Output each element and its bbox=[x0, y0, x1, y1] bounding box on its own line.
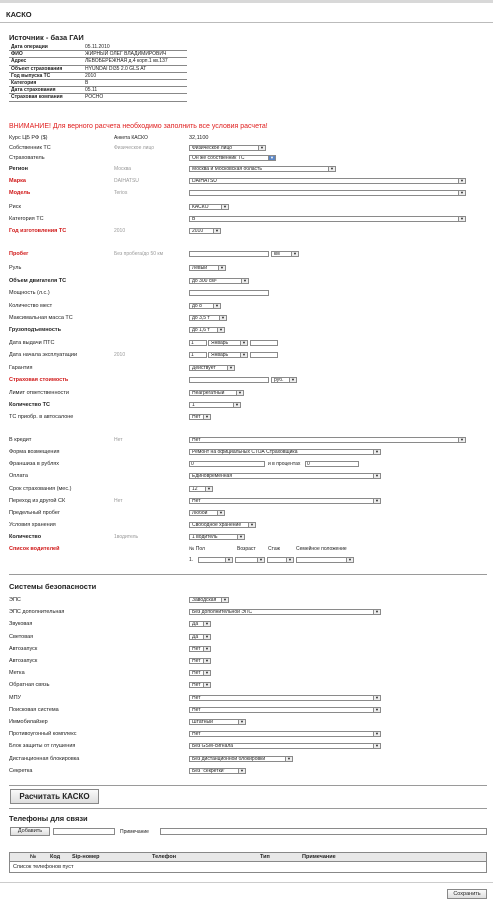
security-label: Обратная связь bbox=[9, 682, 50, 689]
chevron-down-icon: ▼ bbox=[289, 378, 296, 382]
capacity-label: Грузоподъемность bbox=[9, 327, 61, 333]
chevron-down-icon: ▼ bbox=[373, 450, 380, 454]
security-select[interactable] bbox=[189, 621, 211, 627]
chevron-down-icon: ▼ bbox=[257, 558, 264, 562]
term-select[interactable] bbox=[189, 486, 213, 492]
chevron-down-icon: ▼ bbox=[238, 720, 245, 724]
source-table bbox=[9, 44, 187, 102]
chevron-down-icon: ▼ bbox=[203, 647, 210, 651]
drivers-col-experience: Стаж bbox=[268, 546, 280, 552]
security-value: Да bbox=[192, 633, 199, 640]
max-mass-value: до 3,5 т bbox=[192, 315, 210, 321]
owner-select[interactable] bbox=[189, 145, 266, 151]
engine-select[interactable] bbox=[189, 278, 249, 284]
liability-value: Неагрегатный bbox=[192, 390, 225, 396]
security-value: Нет bbox=[192, 731, 201, 738]
category-label: Категория ТС bbox=[9, 216, 44, 222]
chevron-down-icon: ▼ bbox=[458, 179, 465, 183]
col-note: Примечание bbox=[302, 854, 336, 860]
chevron-down-icon: ▼ bbox=[241, 279, 248, 283]
note-label: Примечание bbox=[120, 829, 149, 835]
transfer-label: Переход из другой СК bbox=[9, 498, 66, 504]
col-phone: Телефон bbox=[152, 854, 177, 860]
col-code: Код bbox=[50, 854, 61, 860]
region-value: Москва и Московская область bbox=[192, 166, 262, 172]
source-row bbox=[9, 44, 187, 51]
source-key: Категория bbox=[9, 80, 83, 87]
chevron-down-icon: ▼ bbox=[203, 659, 210, 663]
chevron-down-icon: ▼ bbox=[373, 696, 380, 700]
engine-label: Объем двигателя ТС bbox=[9, 278, 67, 284]
chevron-down-icon: ▼ bbox=[217, 511, 224, 515]
transfer-value: Нет bbox=[192, 498, 201, 504]
drivers-col-no-sex: № Пол bbox=[189, 546, 205, 552]
payment-label: Оплата bbox=[9, 473, 28, 479]
credit-label: В кредит bbox=[9, 437, 32, 443]
security-value: Без "секретки" bbox=[192, 767, 226, 774]
security-select[interactable] bbox=[189, 646, 211, 652]
ins-value-input[interactable] bbox=[189, 377, 269, 383]
source-value: HYUNDAI DI35 2.0 GLS AT bbox=[83, 65, 187, 72]
security-value: Без GSM-сигнала bbox=[192, 743, 234, 750]
term-label: Срок страхования (мес.) bbox=[9, 486, 72, 492]
drivers-count-value: 1 водитель bbox=[192, 534, 218, 540]
source-row bbox=[9, 72, 187, 79]
power-input[interactable] bbox=[189, 290, 269, 296]
risk-value: КАСКО bbox=[192, 204, 209, 210]
payment-value: Единовременная bbox=[192, 473, 233, 479]
security-value: Без дополнительной ЭПС bbox=[192, 609, 253, 616]
security-value: Нет bbox=[192, 670, 201, 677]
category-value: В bbox=[192, 216, 196, 222]
security-label: Метка bbox=[9, 670, 25, 677]
pts-month-select[interactable] bbox=[208, 340, 248, 346]
model-hint: Terios bbox=[114, 190, 128, 196]
chevron-down-icon: ▼ bbox=[286, 558, 293, 562]
credit-hint: Нет bbox=[114, 437, 123, 443]
security-label: ЭПС дополнительная bbox=[9, 609, 65, 616]
source-row bbox=[9, 51, 187, 58]
warranty-value: Действует bbox=[192, 365, 216, 371]
source-key: Год выпуска ТС bbox=[9, 72, 83, 79]
driver-age-select[interactable] bbox=[235, 557, 265, 563]
count-value: 1 bbox=[192, 402, 195, 408]
chevron-down-icon: ▼ bbox=[373, 610, 380, 614]
payment-select[interactable] bbox=[189, 473, 381, 479]
security-label: Автозапуск bbox=[9, 658, 38, 664]
chevron-down-icon: ▼ bbox=[203, 671, 210, 675]
security-value: Нет bbox=[192, 694, 201, 701]
max-mass-select[interactable] bbox=[189, 315, 227, 321]
start-year-input[interactable] bbox=[250, 352, 278, 358]
security-select[interactable] bbox=[189, 719, 246, 725]
brand-label: Марка bbox=[9, 178, 26, 184]
wheel-label: Руль bbox=[9, 265, 22, 271]
driver-row-number: 1. bbox=[189, 557, 194, 563]
driver-experience-select[interactable] bbox=[267, 557, 294, 563]
security-select[interactable] bbox=[189, 609, 381, 615]
chevron-down-icon: ▼ bbox=[328, 167, 335, 171]
chevron-down-icon: ▼ bbox=[233, 403, 240, 407]
source-key: Дата страхования bbox=[9, 87, 83, 94]
security-select[interactable] bbox=[189, 731, 381, 737]
limit-mileage-select[interactable] bbox=[189, 510, 225, 516]
driver-family-select[interactable] bbox=[296, 557, 354, 563]
chevron-down-icon: ▼ bbox=[221, 205, 228, 209]
source-value: В bbox=[83, 80, 187, 87]
seats-label: Количество мест bbox=[9, 303, 53, 309]
chevron-down-icon: ▼ bbox=[240, 353, 247, 357]
security-label: Блок защиты от глушения bbox=[9, 743, 76, 750]
security-select[interactable] bbox=[189, 695, 381, 701]
source-value: 05.11 bbox=[83, 87, 187, 94]
source-key: Объект страхования bbox=[9, 65, 83, 72]
chevron-down-icon: ▼ bbox=[218, 266, 225, 270]
capacity-value: до 1,6 т bbox=[192, 327, 210, 333]
count-select[interactable] bbox=[189, 402, 241, 408]
chevron-down-icon: ▼ bbox=[268, 156, 275, 160]
pts-year-input[interactable] bbox=[250, 340, 278, 346]
region-label: Регион bbox=[9, 166, 28, 172]
category-select[interactable] bbox=[189, 216, 466, 222]
security-value: Да bbox=[192, 621, 199, 628]
chevron-down-icon: ▼ bbox=[258, 146, 265, 150]
chevron-down-icon: ▼ bbox=[458, 217, 465, 221]
divider bbox=[9, 785, 487, 786]
security-select[interactable] bbox=[189, 682, 211, 688]
chevron-down-icon: ▼ bbox=[240, 341, 247, 345]
liability-label: Лимит ответственности bbox=[9, 390, 69, 396]
security-value: Нет bbox=[192, 645, 201, 652]
start-date-hint: 2010 bbox=[114, 352, 126, 358]
chevron-down-icon: ▼ bbox=[285, 757, 292, 761]
security-value: Штатный bbox=[192, 719, 213, 725]
insurer-select[interactable] bbox=[189, 155, 276, 161]
model-select[interactable] bbox=[189, 190, 466, 196]
power-label: Мощность (л.с.) bbox=[9, 290, 50, 296]
security-label: Поисковая система bbox=[9, 706, 59, 713]
security-label: Звуковая bbox=[9, 621, 33, 628]
liability-select[interactable] bbox=[189, 390, 244, 396]
pts-day-input[interactable]: 1 bbox=[189, 340, 207, 346]
security-select[interactable] bbox=[189, 634, 211, 640]
brand-select[interactable] bbox=[189, 178, 466, 184]
drivers-list-label: Список водителей bbox=[9, 546, 60, 552]
security-label: МПУ bbox=[9, 694, 22, 701]
mileage-hint: Без пробега/до 50 км bbox=[114, 251, 164, 257]
chevron-down-icon: ▼ bbox=[458, 438, 465, 442]
col-type: Тип bbox=[260, 854, 270, 860]
source-value: РОСНО bbox=[83, 94, 187, 101]
chevron-down-icon: ▼ bbox=[221, 598, 228, 602]
security-label: Световая bbox=[9, 633, 34, 640]
warning-message: ВНИМАНИЕ! Для верного расчета необходимо заполнить все условия расчета! bbox=[9, 123, 268, 130]
col-no: № bbox=[30, 854, 37, 860]
compensation-select[interactable] bbox=[189, 449, 381, 455]
security-select[interactable] bbox=[189, 597, 229, 603]
start-month-select[interactable] bbox=[208, 352, 248, 358]
ins-value-label: Страховая стоимость bbox=[9, 377, 69, 383]
divider bbox=[0, 882, 493, 883]
security-select[interactable] bbox=[189, 768, 246, 774]
franchise-label: Франшиза в рублях bbox=[9, 461, 60, 467]
chevron-down-icon: ▼ bbox=[291, 252, 298, 256]
chevron-down-icon: ▼ bbox=[237, 535, 244, 539]
compensation-label: Форма возмещения bbox=[9, 449, 60, 455]
franchise-pct-label: и в процентах bbox=[268, 461, 301, 467]
franchise-input[interactable]: 0 bbox=[189, 461, 265, 467]
mileage-unit-select[interactable] bbox=[271, 251, 299, 257]
model-label: Модель bbox=[9, 190, 31, 196]
drivers-count-select[interactable] bbox=[189, 534, 245, 540]
security-label: Автозапуск bbox=[9, 645, 38, 652]
chevron-down-icon: ▼ bbox=[227, 366, 234, 370]
compensation-value: Ремонт на официальных СТОА Страховщика bbox=[192, 449, 298, 455]
col-sip: Sip-номер bbox=[72, 854, 100, 860]
insurer-value: Он же собственник ТС bbox=[192, 155, 245, 161]
chevron-down-icon: ▼ bbox=[219, 316, 226, 320]
security-value: Нет bbox=[192, 682, 201, 689]
capacity-select[interactable] bbox=[189, 327, 225, 333]
source-row bbox=[9, 65, 187, 72]
seats-select[interactable] bbox=[189, 303, 221, 309]
brand-hint: DAIHATSU bbox=[114, 178, 139, 184]
storage-value: Свободное хранение bbox=[192, 522, 242, 528]
chevron-down-icon: ▼ bbox=[373, 732, 380, 736]
region-hint: Москва bbox=[114, 166, 132, 172]
owner-hint: Физическое лицо bbox=[114, 145, 155, 151]
security-value: Нет bbox=[192, 706, 201, 713]
region-select[interactable] bbox=[189, 166, 336, 172]
brand-value: DAIHATSU bbox=[192, 178, 217, 184]
security-label: Дистанционная блокировка bbox=[9, 755, 80, 762]
risk-label: Риск bbox=[9, 204, 21, 210]
security-select[interactable] bbox=[189, 756, 293, 762]
storage-label: Условия хранения bbox=[9, 522, 56, 528]
drivers-count-label: Количество bbox=[9, 534, 42, 540]
warranty-label: Гарантия bbox=[9, 365, 33, 371]
chevron-down-icon: ▼ bbox=[213, 229, 220, 233]
save-button[interactable]: Сохранить bbox=[447, 889, 487, 899]
seats-value: до 8 bbox=[192, 303, 202, 309]
transfer-hint: Нет bbox=[114, 498, 123, 504]
year-select[interactable] bbox=[189, 228, 221, 234]
security-title: Системы безопасности bbox=[9, 582, 97, 591]
source-value: ЖИРНЫЙ ОЛЕГ ВЛАДИМИРОВИЧ bbox=[83, 51, 187, 58]
mileage-label: Пробег bbox=[9, 251, 29, 257]
calculate-button[interactable]: Расчитать КАСКО bbox=[10, 789, 99, 804]
salon-label: ТС приобр. в автосалоне bbox=[9, 414, 74, 420]
credit-value: Нет bbox=[192, 437, 201, 443]
security-label: Иммобилайзер bbox=[9, 719, 48, 725]
limit-mileage-value: Любой bbox=[192, 510, 208, 516]
chevron-down-icon: ▼ bbox=[203, 635, 210, 639]
salon-value: Нет bbox=[192, 414, 201, 420]
security-value: Без дистанционной блокировки bbox=[192, 755, 266, 762]
chevron-down-icon: ▼ bbox=[203, 683, 210, 687]
chevron-down-icon: ▼ bbox=[213, 304, 220, 308]
phones-table-body bbox=[9, 862, 487, 873]
chevron-down-icon: ▼ bbox=[373, 708, 380, 712]
kurs-hint: Анкета КАСКО bbox=[114, 135, 148, 141]
source-row bbox=[9, 80, 187, 87]
drivers-col-family: Семейное положение bbox=[296, 546, 347, 552]
drivers-col-age: Возраст bbox=[237, 546, 256, 552]
security-label: ЭПС bbox=[9, 597, 21, 603]
pts-month-value: Январь bbox=[211, 340, 229, 346]
owner-value: Физическое лицо bbox=[192, 145, 233, 151]
limit-mileage-label: Предельный пробег bbox=[9, 510, 60, 516]
mileage-input[interactable] bbox=[189, 251, 269, 257]
wheel-select[interactable] bbox=[189, 265, 226, 271]
kurs-label: Курс ЦБ РФ ($) bbox=[9, 135, 48, 141]
warranty-select[interactable] bbox=[189, 365, 235, 371]
chevron-down-icon: ▼ bbox=[217, 328, 224, 332]
term-value: 12 bbox=[192, 486, 198, 492]
chevron-down-icon: ▼ bbox=[236, 391, 243, 395]
security-value: Заводская bbox=[192, 597, 217, 603]
chevron-down-icon: ▼ bbox=[205, 487, 212, 491]
chevron-down-icon: ▼ bbox=[225, 558, 232, 562]
year-value: 2010 bbox=[192, 228, 204, 234]
storage-select[interactable] bbox=[189, 522, 256, 528]
header-divider bbox=[0, 22, 493, 23]
franchise-pct-input[interactable]: 0 bbox=[305, 461, 359, 467]
driver-sex-select[interactable] bbox=[198, 557, 233, 563]
security-select[interactable] bbox=[189, 658, 211, 664]
empty-list-message: Список телефонов пуст bbox=[13, 864, 74, 870]
source-title: Источник - база ГАИ bbox=[9, 33, 84, 42]
year-hint: 2010 bbox=[114, 228, 126, 234]
chevron-down-icon: ▼ bbox=[373, 474, 380, 478]
security-select[interactable] bbox=[189, 743, 381, 749]
chevron-down-icon: ▼ bbox=[346, 558, 353, 562]
risk-select[interactable] bbox=[189, 204, 229, 210]
source-row bbox=[9, 94, 187, 101]
security-select[interactable] bbox=[189, 707, 381, 713]
divider bbox=[9, 574, 487, 575]
source-value: 2010 bbox=[83, 72, 187, 79]
security-label: Секретка bbox=[9, 767, 33, 774]
phones-title: Телефоны для связи bbox=[9, 814, 88, 823]
source-row bbox=[9, 58, 187, 65]
max-mass-label: Максимальная масса ТС bbox=[9, 315, 73, 321]
year-label: Год изготовления ТС bbox=[9, 228, 67, 234]
insurer-label: Страхователь bbox=[9, 155, 45, 161]
source-key: Дата операции bbox=[9, 44, 83, 51]
salon-select[interactable] bbox=[189, 414, 211, 420]
add-phone-button[interactable]: Добавить bbox=[10, 827, 50, 836]
start-day-input[interactable]: 1 bbox=[189, 352, 207, 358]
wheel-value: Левый bbox=[192, 265, 208, 271]
engine-value: до 300 см³ bbox=[192, 278, 217, 284]
start-date-label: Дата начала эксплуатации bbox=[9, 352, 78, 358]
divider bbox=[9, 808, 487, 809]
currency-value: руб. bbox=[274, 377, 284, 383]
chevron-down-icon: ▼ bbox=[203, 415, 210, 419]
count-label: Количество ТС bbox=[9, 402, 50, 408]
phone-input[interactable] bbox=[53, 828, 115, 835]
source-key: Страховая компания bbox=[9, 94, 83, 101]
security-select[interactable] bbox=[189, 670, 211, 676]
chevron-down-icon: ▼ bbox=[458, 191, 465, 195]
source-key: Адрес bbox=[9, 58, 83, 65]
note-input[interactable] bbox=[160, 828, 487, 835]
chevron-down-icon: ▼ bbox=[238, 769, 245, 773]
start-month-value: Январь bbox=[211, 352, 229, 358]
source-value: ЛЕВОБЕРЕЖНАЯ д.4 корп.1 кв.137 bbox=[83, 58, 187, 65]
owner-label: Собственник ТС bbox=[9, 145, 51, 151]
currency-select[interactable] bbox=[271, 377, 297, 383]
source-row bbox=[9, 87, 187, 94]
phones-table-header bbox=[9, 852, 487, 862]
chevron-down-icon: ▼ bbox=[203, 622, 210, 626]
chevron-down-icon: ▼ bbox=[248, 523, 255, 527]
transfer-select[interactable] bbox=[189, 498, 381, 504]
mileage-unit: км bbox=[274, 251, 280, 257]
chevron-down-icon: ▼ bbox=[373, 499, 380, 503]
chevron-down-icon: ▼ bbox=[373, 744, 380, 748]
credit-select[interactable] bbox=[189, 437, 466, 443]
security-value: Нет bbox=[192, 658, 201, 664]
source-key: ФИО bbox=[9, 51, 83, 58]
security-label: Противоугонный комплекс bbox=[9, 731, 77, 738]
page-title: КАСКО bbox=[6, 10, 32, 19]
top-bar bbox=[0, 0, 493, 3]
source-value: 05.11.2010 bbox=[83, 44, 187, 51]
drivers-count-hint: 1водитель bbox=[114, 534, 139, 540]
kurs-value: 32,1100 bbox=[189, 135, 209, 141]
pts-date-label: Дата выдачи ПТС bbox=[9, 340, 55, 346]
